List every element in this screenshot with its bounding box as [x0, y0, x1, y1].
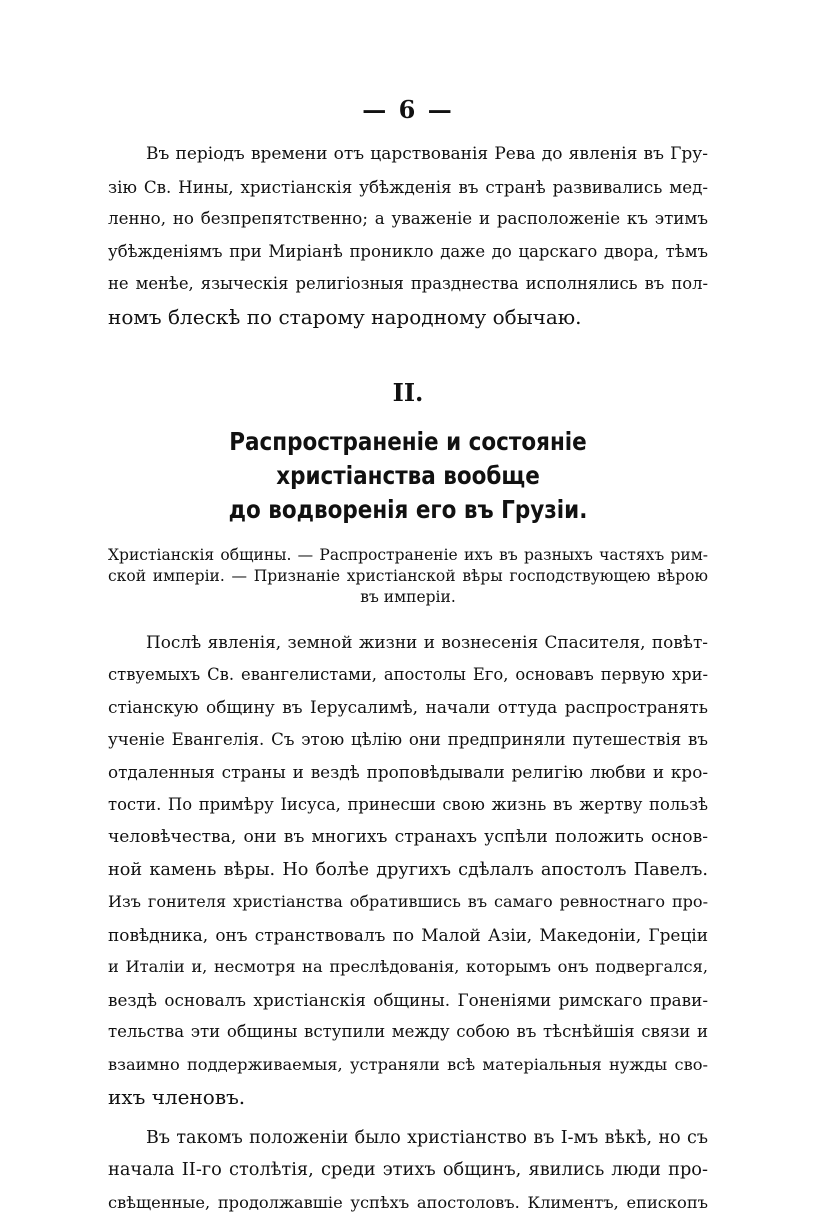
text-line: Изъ гонителя христіанства обратившись въ самаго ревностнаго про-	[108, 886, 708, 919]
page-number: — 6 —	[108, 95, 708, 124]
text-line: свѣщенные, продолжавшіе успѣхъ апостоловъ. Климентъ, епископъ	[108, 1187, 708, 1219]
text-line: не менѣе, языческія религіозныя празднества исполнялись въ пол-	[108, 268, 708, 301]
section-title-line: до водворенія его въ Грузіи.	[150, 493, 666, 527]
section-title-line: Распространеніе и состояніе христіанства вообще	[150, 425, 666, 493]
paragraph-gap	[108, 1114, 708, 1122]
text-line: отдаленныя страны и вездѣ проповѣдывали религію любви и кро-	[108, 756, 708, 789]
section-number: II.	[108, 373, 708, 413]
text-line: убѣжденіямъ при Миріанѣ проникло даже до царскаго двора, тѣмъ	[108, 236, 708, 269]
text-line: повѣдника, онъ странствовалъ по Малой Азіи, Македоніи, Греціи	[108, 919, 708, 952]
text-line: ной камень вѣры. Но болѣе другихъ сдѣлалъ апостолъ Павелъ.	[108, 854, 708, 887]
book-page	[108, 95, 708, 1219]
summary-line: Христіанскія общины. — Распространеніе ихъ въ разныхъ частяхъ рим-	[108, 545, 708, 566]
text-line: Послѣ явленія, земной жизни и вознесенія Спасителя, повѣт-	[108, 626, 708, 659]
text-line: ствуемыхъ Св. евангелистами, апостолы Его, основавъ первую хри-	[108, 659, 708, 692]
section-summary	[108, 545, 708, 608]
text-line: взаимно поддерживаемыя, устраняли всѣ матеріальныя нужды сво-	[108, 1049, 708, 1082]
text-line: номъ блескѣ по старому народному обычаю.	[108, 301, 708, 334]
text-line: тельства эти общины вступили между собою въ тѣснѣйшія связи и	[108, 1016, 708, 1049]
intro-paragraph	[108, 138, 708, 333]
section-title	[150, 425, 666, 527]
summary-line: ской имперіи. — Признаніе христіанской вѣры господствующею вѣрою	[108, 566, 708, 587]
text-line: и Италіи и, несмотря на преслѣдованія, которымъ онъ подвергался,	[108, 951, 708, 984]
text-line: Въ такомъ положеніи было христіанство въ І-мъ вѣкѣ, но съ	[108, 1122, 708, 1155]
text-line: Въ періодъ времени отъ царствованія Рева до явленія въ Гру-	[108, 138, 708, 171]
paragraph-1	[108, 626, 708, 1114]
text-line: начала ІІ-го столѣтія, среди этихъ общинъ, явились люди про-	[108, 1154, 708, 1187]
text-line: зію Св. Нины, христіанскія убѣжденія въ странѣ развивались мед-	[108, 171, 708, 204]
text-line: ленно, но безпрепятственно; а уваженіе и расположеніе къ этимъ	[108, 203, 708, 236]
summary-line: въ имперіи.	[108, 587, 708, 608]
text-line: вездѣ основалъ христіанскія общины. Гоненіями римскаго прави-	[108, 984, 708, 1017]
text-line: человѣчества, они въ многихъ странахъ успѣли положить основ-	[108, 821, 708, 854]
text-line: ученіе Евангелія. Съ этою цѣлію они предприняли путешествія въ	[108, 724, 708, 757]
text-line: ихъ членовъ.	[108, 1081, 708, 1114]
paragraph-2	[108, 1122, 708, 1219]
text-line: тости. По примѣру Іисуса, принесши свою жизнь въ жертву пользѣ	[108, 789, 708, 822]
text-line: стіанскую общину въ Іерусалимѣ, начали оттуда распространять	[108, 691, 708, 724]
